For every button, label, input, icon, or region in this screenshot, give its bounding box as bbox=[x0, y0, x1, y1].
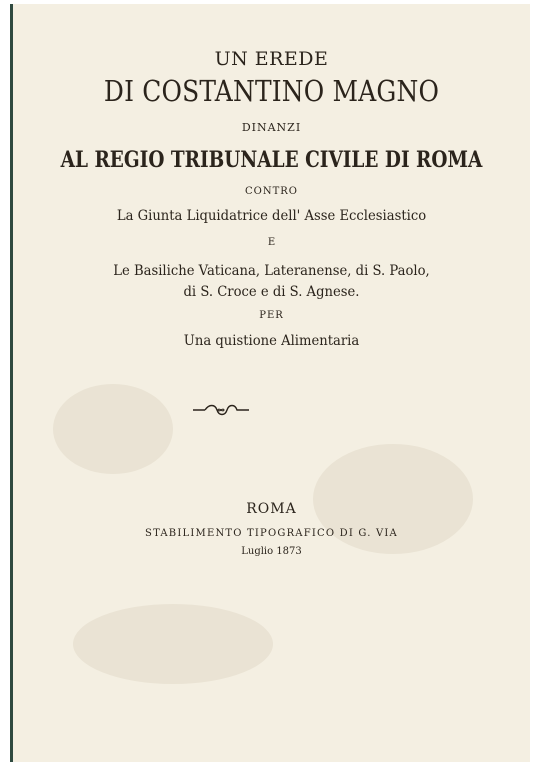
connector-contro: CONTRO bbox=[245, 186, 298, 197]
party-giunta: La Giunta Liquidatrice dell' Asse Ecclesiastico bbox=[116, 208, 427, 224]
title-line-tribunale: AL REGIO TRIBUNALE CIVILE DI ROMA bbox=[60, 147, 483, 173]
title-line-un-erede: UN EREDE bbox=[214, 48, 329, 70]
party-basiliche-line2: di S. Croce e di S. Agnese. bbox=[183, 284, 360, 300]
connector-e: E bbox=[267, 237, 276, 248]
party-basiliche-line1: Le Basiliche Vaticana, Lateranense, di S. Paolo, bbox=[113, 263, 430, 279]
imprint-city: ROMA bbox=[246, 501, 297, 517]
imprint-date: Luglio 1873 bbox=[241, 546, 302, 557]
subject-line: Una quistione Alimentaria bbox=[183, 333, 360, 349]
connector-dinanzi: DINANZI bbox=[241, 121, 302, 134]
connector-per: PER bbox=[259, 310, 284, 321]
book-page bbox=[10, 4, 530, 762]
title-line-costantino-magno: DI COSTANTINO MAGNO bbox=[103, 74, 440, 108]
imprint-printer: STABILIMENTO TIPOGRAFICO DI G. VIA bbox=[145, 528, 398, 539]
decorative-flourish-icon bbox=[191, 402, 251, 418]
